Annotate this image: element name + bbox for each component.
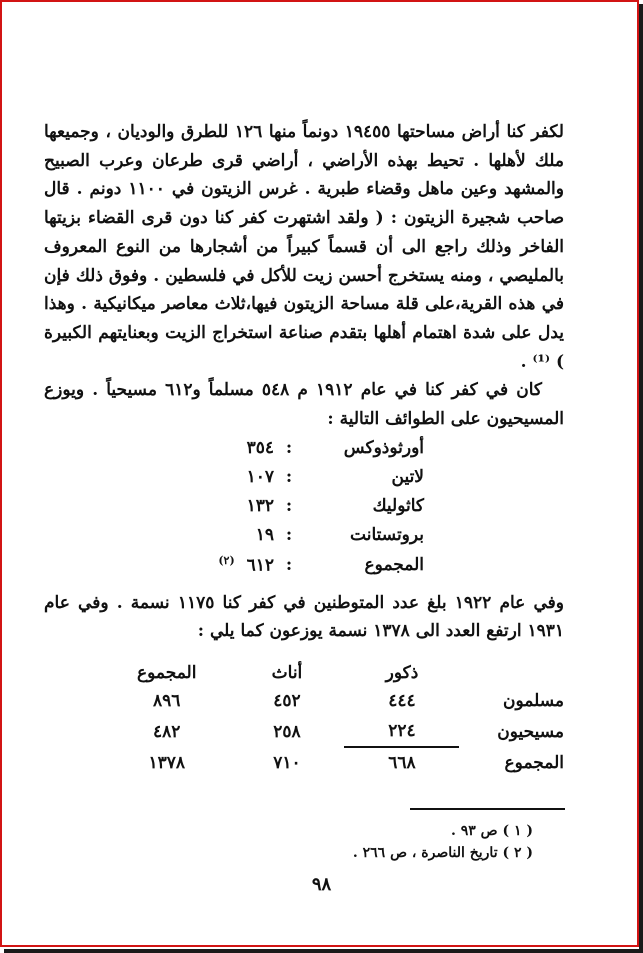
row-females: ٢٥٨ [273,721,301,742]
denomination-name: بروتستانت [350,524,424,545]
row-total: ٤٨٢ [153,721,181,742]
header-empty [459,660,564,686]
denomination-value: ١٠٧ [246,466,274,487]
row-group: مسيحيون [497,721,564,742]
denomination-row [44,438,424,467]
header-females: أناث [271,663,303,684]
denomination-row [44,467,424,496]
footnote-divider [410,808,565,810]
population-table [104,660,564,778]
colon: : [285,555,293,576]
row-females: ٧١٠ [273,752,301,773]
colon: : [285,495,293,516]
table-row [104,716,564,747]
footnotes [353,820,533,864]
footnote-2: ( ٢ ) تاريخ الناصرة ، ص ٢٦٦ . [352,845,533,861]
denomination-total-row [44,554,424,583]
table-header-row [104,660,564,686]
denomination-name: أورثوذوكس [343,437,424,458]
paragraph-census: وفي عام ١٩٢٢ بلغ عدد المتوطنين في كفر كنا ١١٧٥ نسمة . وفي عام ١٩٣١ ارتفع العدد الى ١٣٧٨ نسمة يوزعون كما يلي : [44,592,564,642]
row-group: المجموع [504,752,564,773]
row-total: ١٣٧٨ [148,752,185,773]
row-males: ٤٤٤ [388,691,416,712]
footnote-marker: (٢) [218,553,235,567]
row-females: ٤٥٢ [273,691,301,712]
row-males: ٦٦٨ [344,747,459,778]
table-total-row [104,747,564,778]
row-males: ٢٢٤ [388,721,416,742]
header-total: المجموع [137,663,197,684]
row-group: مسلمون [503,691,564,712]
colon: : [285,437,293,458]
table-row [104,686,564,716]
denomination-row [44,496,424,525]
paragraph-land: لكفر كنا أراض مساحتها ١٩٤٥٥ دونماً منها ١٢٦ للطرق والوديان ، وجميعها ملك لأهلها . تحيط بهذه الأراضي ، أراضي قرى طرعان وعرب الصبيح والمشهد وعين ماهل وقضاء طبرية . غرس الزيتون في ١١٠٠ دونم . قال صاحب شجيرة الزيتون : ( ولقد اشتهرت كفر كنا دون قرى القضاء بزيتها الفاخر وذلك راجع الى أن قسماً كبيراً من أشجارها من النوع المعروف بالمليصي ، ومنه يستخرج أحسن زيت للأكل في فلسطين . وفوق ذلك فإن في هذه القرية،على قلة مساحة الزيتون فيها،ثلاث معاصر ميكانيكية . وهذا يدل على شدة اهتمام أهلها بتقدم صناعة استخراج الزيت وبعنايتهم الكبيرة ) ⁽¹⁾ . [44,122,564,372]
denomination-value: ١٩ [255,524,274,545]
header-males: ذكور [385,663,419,684]
page-number: ٩٨ [311,874,332,895]
row-total: ٨٩٦ [153,691,181,712]
denomination-value: ٣٥٤ [246,437,274,458]
denomination-name: المجموع [364,555,424,576]
denomination-value: ١٣٢ [246,495,274,516]
denomination-row [44,525,424,554]
colon: : [285,466,293,487]
denomination-value [204,554,274,576]
denominations-list [44,438,564,583]
colon: : [285,524,293,545]
denomination-name: كاثوليك [372,495,424,516]
paragraph-1912: كان في كفر كنا في عام ١٩١٢ م ٥٤٨ مسلماً و٦١٢ مسيحياً . ويوزع المسيحيون على الطوائف التالية : [44,380,564,430]
footnote-1: ( ١ ) ص ٩٣ . [451,823,533,839]
denomination-total-value: ٦١٢ [246,555,274,576]
denomination-name: لاتين [391,466,424,487]
page-body [44,118,564,778]
